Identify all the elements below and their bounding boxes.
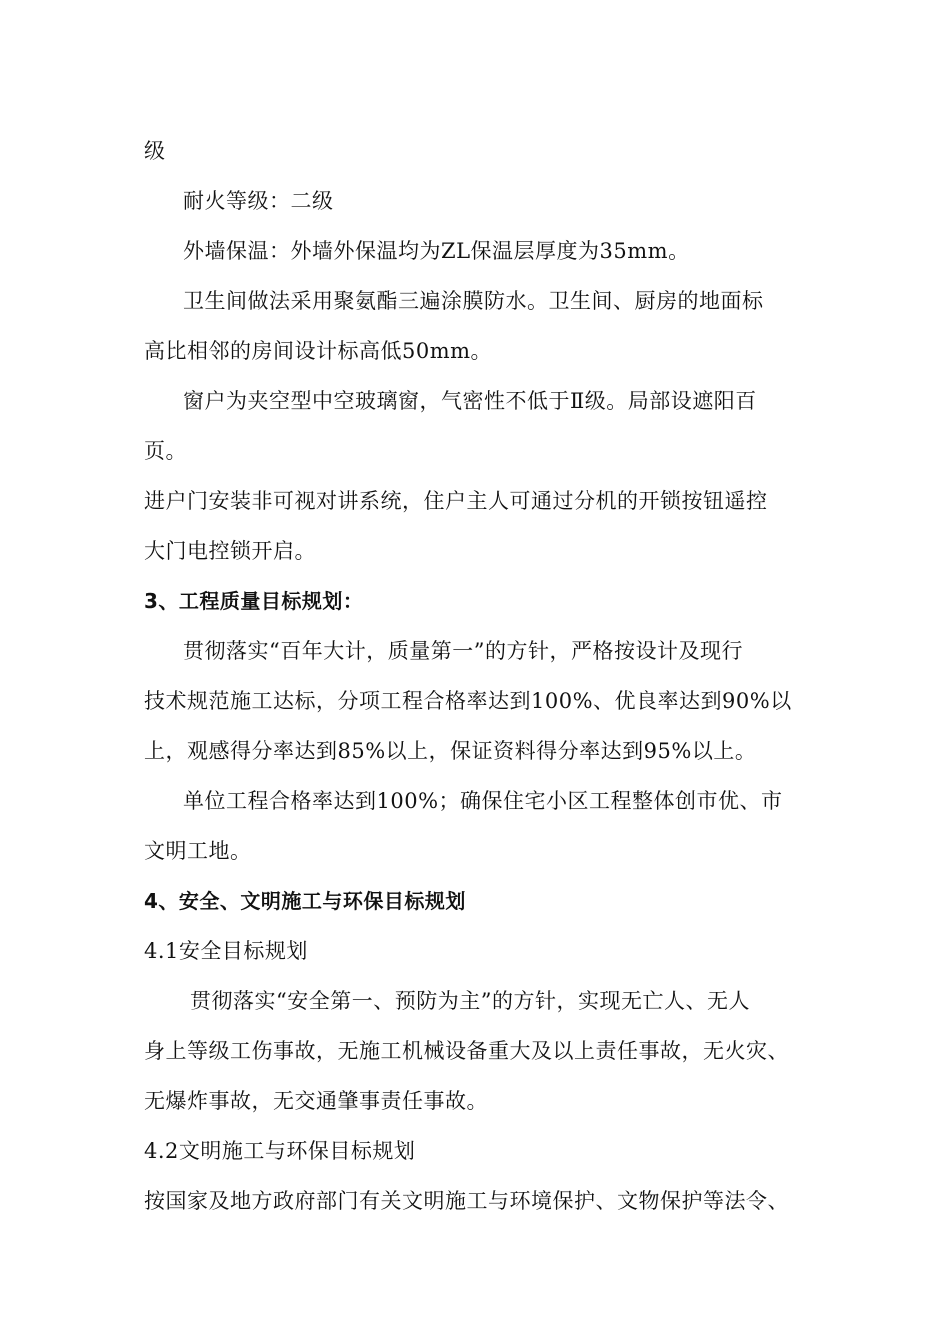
bathroom-line-1: 卫生间做法采用聚氨酯三遍涂膜防水。卫生间、厨房的地面标 — [183, 289, 764, 313]
insulation-line: 外墙保温：外墙外保温均为ZL保温层厚度为35mm。 — [183, 239, 690, 263]
quality-line-2: 技术规范施工达标，分项工程合格率达到100%、优良率达到90%以 — [144, 689, 792, 713]
fire-rating-line: 耐火等级：二级 — [183, 189, 334, 213]
quality-line-3: 上，观感得分率达到85%以上，保证资料得分率达到95%以上。 — [144, 739, 757, 763]
section-4-1-heading: 4.1安全目标规划 — [144, 939, 308, 963]
bathroom-line-2: 高比相邻的房间设计标高低50mm。 — [144, 339, 493, 363]
unit-quality-line-1: 单位工程合格率达到100%；确保住宅小区工程整体创市优、市 — [183, 789, 783, 813]
safety-line-3: 无爆炸事故，无交通肇事责任事故。 — [144, 1089, 488, 1113]
section-4-heading: 4、安全、文明施工与环保目标规划 — [144, 889, 466, 913]
text-line-1: 级 — [144, 139, 166, 163]
section-4-2-heading: 4.2文明施工与环保目标规划 — [144, 1139, 416, 1163]
door-line-1: 进户门安装非可视对讲系统，住户主人可通过分机的开锁按钮遥控 — [144, 489, 768, 513]
quality-line-1: 贯彻落实“百年大计，质量第一”的方针，严格按设计及现行 — [183, 639, 743, 663]
unit-quality-line-2: 文明工地。 — [144, 839, 252, 863]
door-line-2: 大门电控锁开启。 — [144, 539, 316, 563]
section-3-heading: 3、工程质量目标规划： — [144, 589, 364, 613]
safety-line-2: 身上等级工伤事故，无施工机械设备重大及以上责任事故，无火灾、 — [144, 1039, 789, 1063]
environment-line-1: 按国家及地方政府部门有关文明施工与环境保护、文物保护等法令、 — [144, 1189, 789, 1213]
window-line-1: 窗户为夹空型中空玻璃窗，气密性不低于Ⅱ级。局部设遮阳百 — [183, 389, 757, 413]
window-line-2: 页。 — [144, 439, 187, 463]
safety-line-1: 贯彻落实“安全第一、预防为主”的方针，实现无亡人、无人 — [190, 989, 750, 1013]
